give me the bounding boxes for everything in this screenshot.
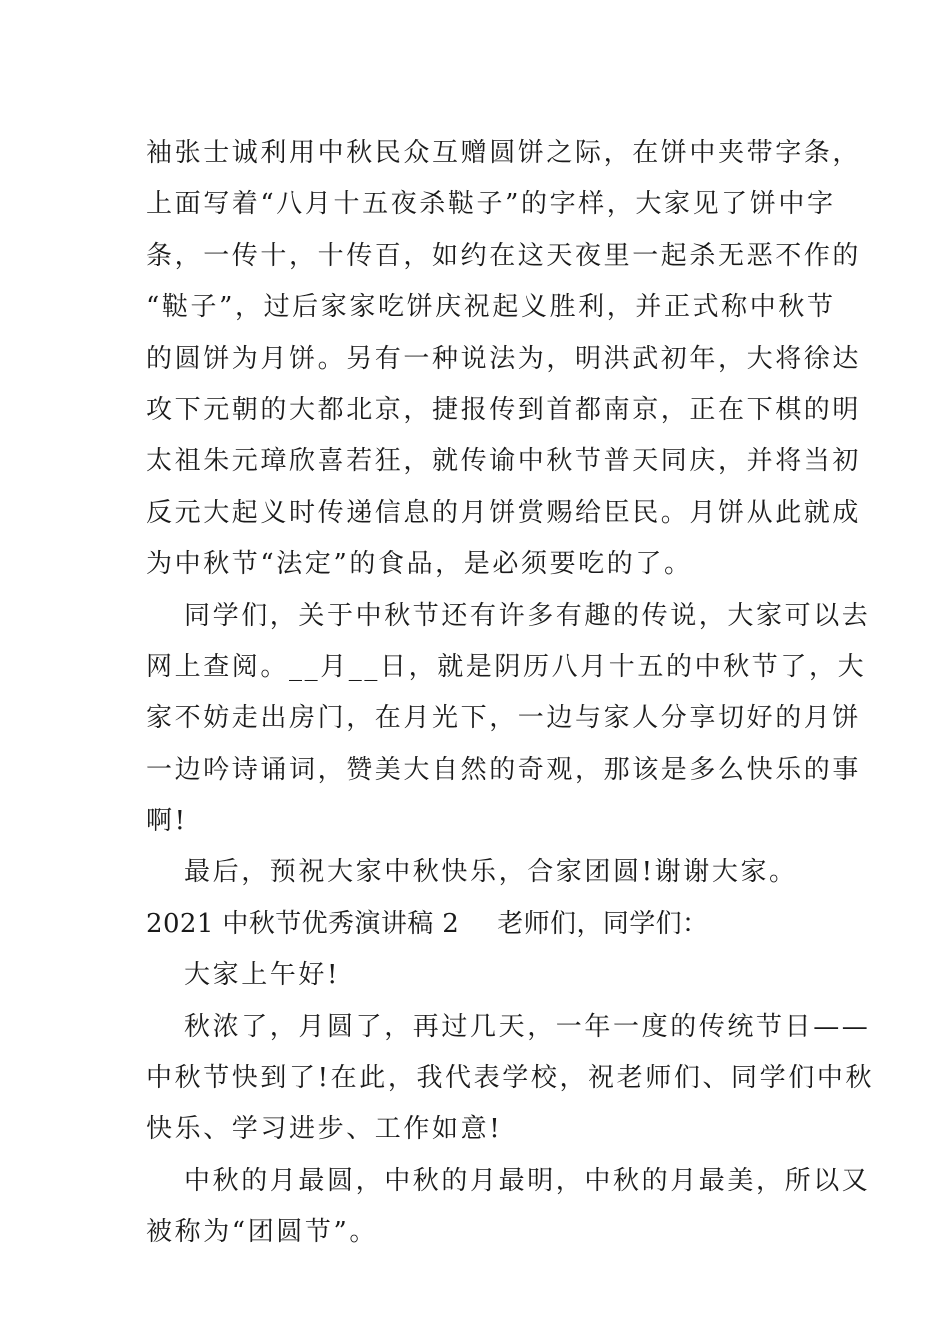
text-line: 反元大起义时传递信息的月饼赏赐给臣民。月饼从此就成 [146,497,862,528]
paragraph-start-line: 中秋的月最圆，中秋的月最明，中秋的月最美，所以又 [184,1165,871,1196]
text-line: 太祖朱元璋欣喜若狂，就传谕中秋节普天同庆，并将当初 [146,446,862,477]
speech-heading-line [146,899,806,950]
paragraph-start-line: 同学们，关于中秋节还有许多有趣的传说，大家可以去 [184,600,871,631]
text-line: 的圆饼为月饼。另有一种说法为，明洪武初年，大将徐达 [146,343,862,374]
text-line: 网上查阅。__月__日，就是阴历八月十五的中秋节了，大 [146,651,867,682]
text-line: “鞑子”，过后家家吃饼庆祝起义胜利，并正式称中秋节 [146,292,836,323]
text-line: 上面写着“八月十五夜杀鞑子”的字样，大家见了饼中字 [146,189,836,220]
text-line: 中秋节快到了!在此，我代表学校，祝老师们、同学们中秋 [146,1063,875,1094]
text-line: 家不妨走出房门，在月光下，一边与家人分享切好的月饼 [146,703,862,734]
salutation: 老师们，同学们： [497,908,709,939]
text-line: 被称为“团圆节”。 [146,1217,378,1248]
document-body [146,128,875,1259]
text-line: 一边吟诗诵词，赞美大自然的奇观，那该是多么快乐的事 [146,754,862,785]
text-line: 攻下元朝的大都北京，捷报传到首都南京，正在下棋的明 [146,394,862,425]
text-line: 袖张士诚利用中秋民众互赠圆饼之际，在饼中夹带字条， [146,138,862,168]
text-line: 啊! [146,806,188,837]
section-title: 2021 中秋节优秀演讲稿 2 [146,908,460,939]
paragraph-start-line: 最后，预祝大家中秋快乐，合家团圆!谢谢大家。 [184,857,798,888]
text-line: 条，一传十，十传百，如约在这天夜里一起杀无恶不作的 [146,240,862,271]
paragraph-start-line: 秋浓了，月圆了，再过几天，一年一度的传统节日—— [184,1011,871,1042]
text-line: 快乐、学习进步、工作如意! [146,1114,503,1145]
paragraph-start-line: 大家上午好! [184,960,341,991]
text-line: 为中秋节“法定”的食品，是必须要吃的了。 [146,549,693,580]
